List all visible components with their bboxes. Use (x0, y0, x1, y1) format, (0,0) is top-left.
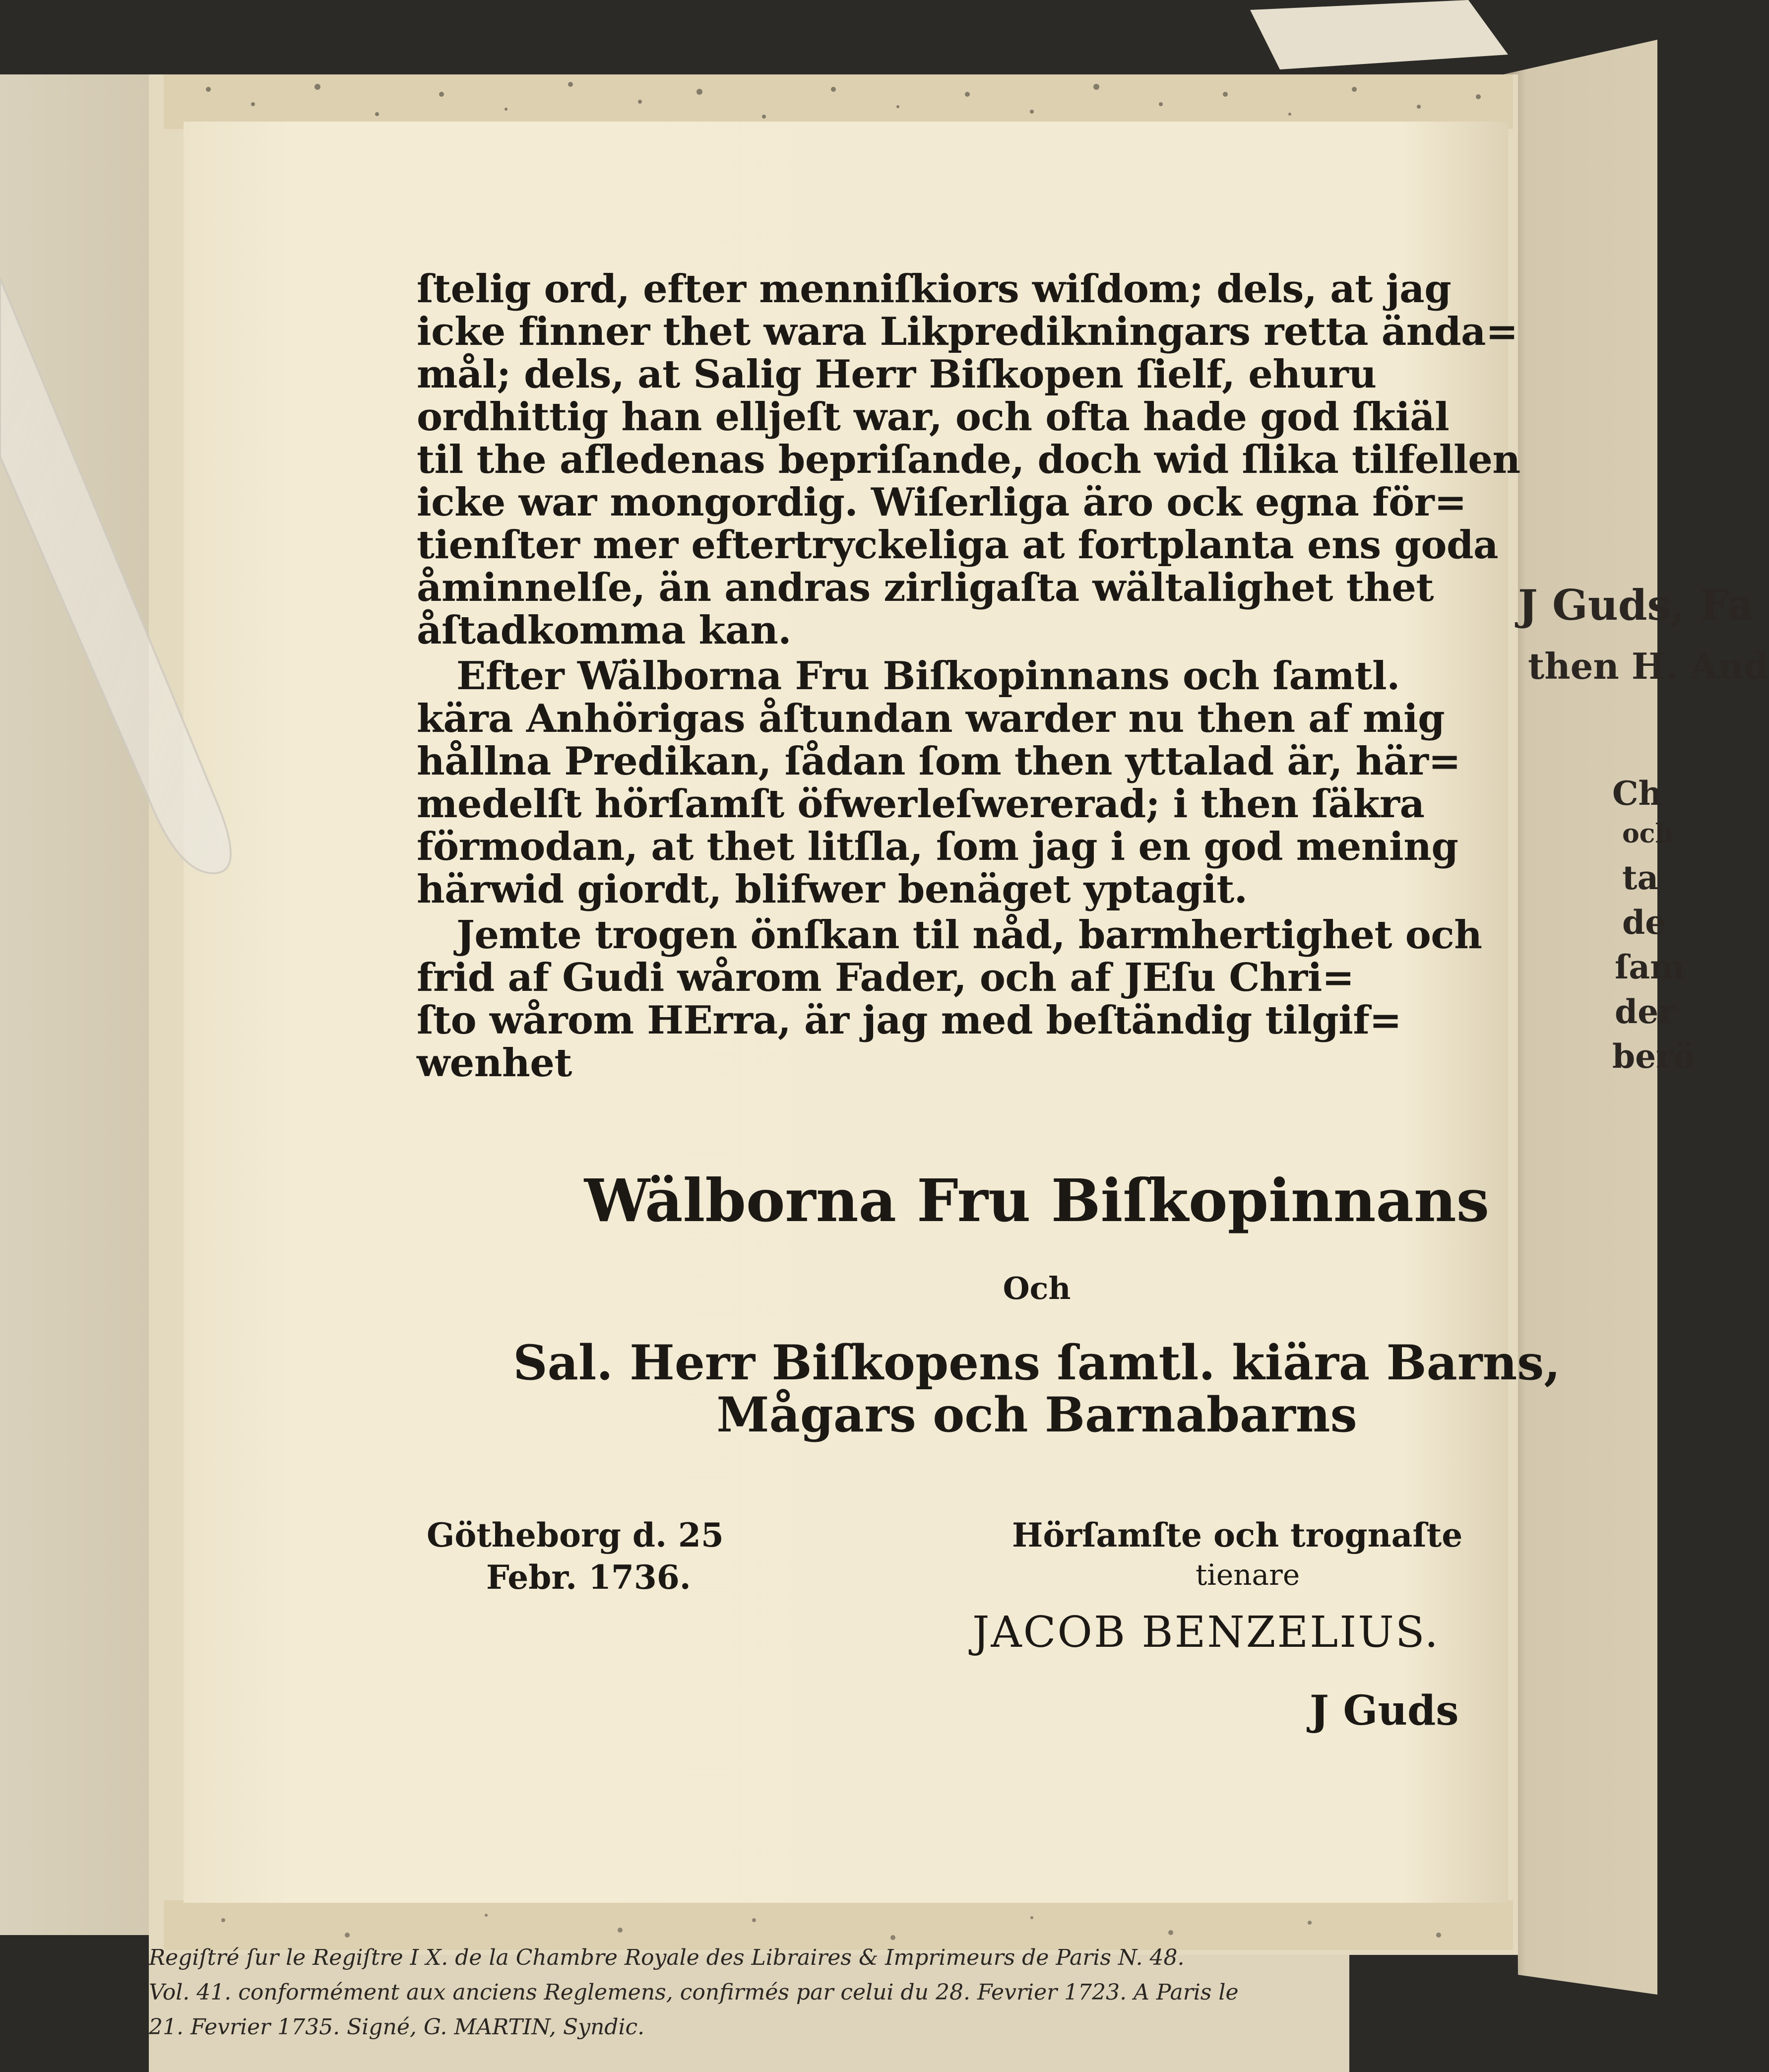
signature-closing: Hörſamſte och trognaſte (1012, 1516, 1463, 1554)
registration-notice-line: 21. Fevrier 1735. Signé, G. MARTIN, Syndic. (149, 2014, 645, 2040)
body-line: tienſter mer eftertryckeliga at fortplanta ens goda (417, 522, 1499, 568)
catchword: J Guds (1310, 1687, 1459, 1735)
body-line: frid af Gudi wårom Fader, och af JEſu Chri= (417, 955, 1354, 1000)
dedication-line: Mågars och Barnabarns (716, 1387, 1357, 1443)
dedication-title: Wälborna Fru Biſkopinnans (584, 1166, 1490, 1235)
body-line: medelſt hörſamſt öfwerleſwererad; i then ſäkra (417, 781, 1425, 827)
signature-closing: tienare (1196, 1558, 1300, 1592)
right-leaf-text: Ch (1612, 774, 1662, 813)
body-line: ſtelig ord, efter menniſkiors wiſdom; dels, at jag (417, 266, 1452, 312)
dedication-conjunction: Och (1003, 1270, 1071, 1306)
right-leaf-text: och (1622, 819, 1674, 849)
body-line: wenhet (417, 1040, 572, 1086)
right-leaf-text: berö (1612, 1037, 1695, 1076)
body-line: Jemte trogen önſkan til nåd, barmhertighet och (456, 912, 1482, 958)
right-leaf-text: ſam (1615, 948, 1685, 986)
right-leaf-text: der (1615, 992, 1676, 1031)
body-line: hållna Predikan, ſådan ſom then yttalad är, här= (417, 739, 1461, 784)
body-line: kära Anhörigas åſtundan warder nu then af mig (417, 696, 1445, 741)
right-leaf-text: ta (1622, 858, 1659, 897)
registration-notice-line: Regiſtré ſur le Regiſtre I X. de la Chambre Royale des Libraires & Imprimeurs de Paris N. 48. (149, 1945, 1185, 1970)
body-line: förmodan, at thet litſla, ſom jag i en god mening (417, 824, 1458, 869)
body-line: mål; dels, at Salig Herr Biſkopen ſielf, ehuru (417, 352, 1377, 397)
body-line: åminnelſe, än andras zirligaſta wältalighet thet (417, 565, 1434, 610)
body-line: åſtadkomma kan. (417, 608, 791, 653)
body-line: ordhittig han elljeſt war, och ofta hade god ſkiäl (417, 394, 1450, 440)
right-leaf-text: de (1622, 903, 1666, 942)
right-leaf-text: then H. And (1528, 645, 1769, 687)
body-line: härwid giordt, blifwer benäget yptagit. (417, 867, 1248, 912)
body-line: til the afledenas bepriſande, doch wid ſlika tilfellen (417, 437, 1520, 482)
signature-name: JACOB BENZELIUS. (972, 1608, 1440, 1657)
body-line: Efter Wälborna Fru Biſkopinnans och ſamtl. (456, 653, 1400, 699)
right-leaf-text: J Guds, Fa (1518, 581, 1754, 630)
body-line: icke war mongordig. Wiſerliga äro ock egna för= (417, 480, 1467, 525)
registration-notice-line: Vol. 41. conformément aux anciens Reglemens, confirmés par celui du 28. Fevrier 1723. A Paris le (149, 1980, 1239, 2005)
place-date: Götheborg d. 25 (427, 1516, 724, 1554)
body-line: icke finner thet wara Likpredikningars retta ända= (417, 309, 1518, 354)
body-line: ſto wårom HErra, är jag med beſtändig tilgif= (417, 998, 1402, 1043)
place-date: Febr. 1736. (486, 1558, 691, 1597)
dedication-line: Sal. Herr Biſkopens ſamtl. kiära Barns, (513, 1335, 1561, 1391)
